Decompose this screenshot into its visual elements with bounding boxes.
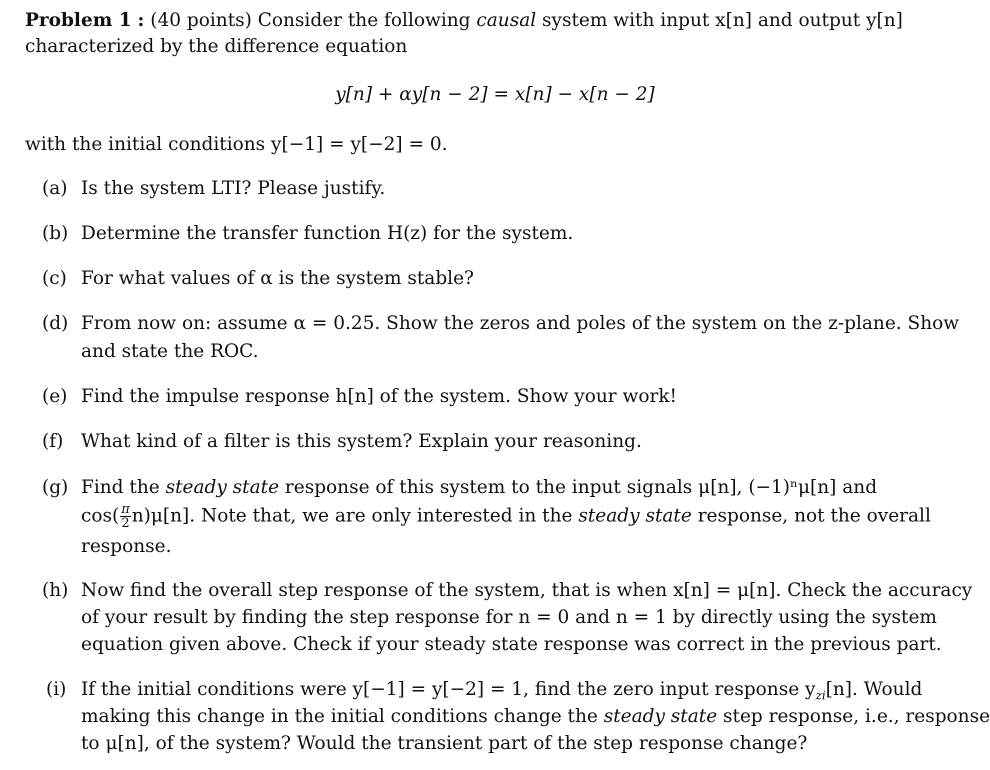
part-h-label: (h) (42, 580, 69, 601)
part-g-steady-state-2: steady state (578, 505, 692, 527)
part-f-text: What kind of a filter is this system? Explain your reasoning. (81, 431, 642, 452)
problem-title: Problem 1 (25, 10, 132, 31)
part-g-line-1 (81, 479, 963, 498)
part-h-line-3: equation given above. Check if your steady state response was correct in the previous part. (81, 634, 942, 655)
part-g-line-2-end: response, not the overall (697, 505, 931, 527)
part-i-line-2-pre: making this change in the initial conditions change the (81, 706, 598, 727)
part-i-line-1 (81, 681, 963, 702)
part-g-line-1-pre: Find the (81, 477, 160, 498)
part-e-label: (e) (42, 386, 68, 407)
part-g-fraction (120, 503, 131, 530)
part-a-text: Is the system LTI? Please justify. (81, 178, 386, 199)
problem-title-colon: : (137, 10, 145, 31)
part-i-line-2-post: step response, i.e., response (723, 706, 990, 727)
part-i-label: (i) (46, 679, 67, 700)
part-i-steady-state: steady state (603, 706, 718, 727)
part-i-line-1-text: If the initial conditions were y[−1] = y[−2] = 1, find the zero input response y (81, 679, 816, 700)
part-h-line-1: Now find the overall step response of the system, that is when x[n] = μ[n]. Check the accuracy (81, 580, 973, 601)
part-g-line-2-mid: n)μ[n]. Note that, we are only interested in the (131, 505, 573, 527)
problem-intro-post: system with input x[n] and output y[n] (542, 10, 903, 31)
part-d-line-1: From now on: assume α = 0.25. Show the zeros and poles of the system on the z-plane. Show (81, 313, 960, 334)
problem-intro-causal: causal (476, 10, 537, 31)
initial-conditions: with the initial conditions y[−1] = y[−2] = 0. (25, 134, 448, 155)
part-i-line-2 (81, 706, 990, 727)
part-d-label: (d) (42, 313, 69, 334)
part-g-cos: cos( (81, 505, 120, 527)
difference-equation (0, 86, 990, 105)
part-b-label: (b) (42, 223, 69, 244)
part-g-fraction-num: π (121, 502, 130, 517)
part-g-label: (g) (42, 477, 69, 498)
problem-header-line-1 (25, 12, 903, 31)
part-i-subscript: zi (815, 688, 826, 703)
part-g-line-2 (81, 503, 963, 530)
part-d-line-2: and state the ROC. (81, 341, 259, 362)
part-g-steady-state-1: steady state (165, 477, 280, 498)
part-e-text: Find the impulse response h[n] of the system. Show your work! (81, 386, 677, 407)
difference-equation-text: y[n] + αy[n − 2] = x[n] − x[n − 2] (335, 84, 655, 105)
part-c-text: For what values of α is the system stable? (81, 268, 474, 289)
part-f-label: (f) (42, 431, 64, 452)
part-g-fraction-den: 2 (121, 516, 130, 531)
part-a-label: (a) (42, 178, 68, 199)
part-g-line-1-post: response of this system to the input signals μ[n], (−1)ⁿμ[n] and (284, 477, 878, 498)
part-i-line-1-end: [n]. Would (825, 679, 923, 700)
part-h-line-2: of your result by finding the step response for n = 0 and n = 1 by directly using the system (81, 607, 937, 628)
part-c-label: (c) (42, 268, 67, 289)
part-b-text: Determine the transfer function H(z) for the system. (81, 223, 574, 244)
part-i-line-3: to μ[n], of the system? Would the transient part of the step response change? (81, 733, 808, 754)
part-g-line-3: response. (81, 536, 172, 557)
problem-intro-pre: (40 points) Consider the following (150, 10, 471, 31)
problem-header-line-2: characterized by the difference equation (25, 36, 408, 57)
